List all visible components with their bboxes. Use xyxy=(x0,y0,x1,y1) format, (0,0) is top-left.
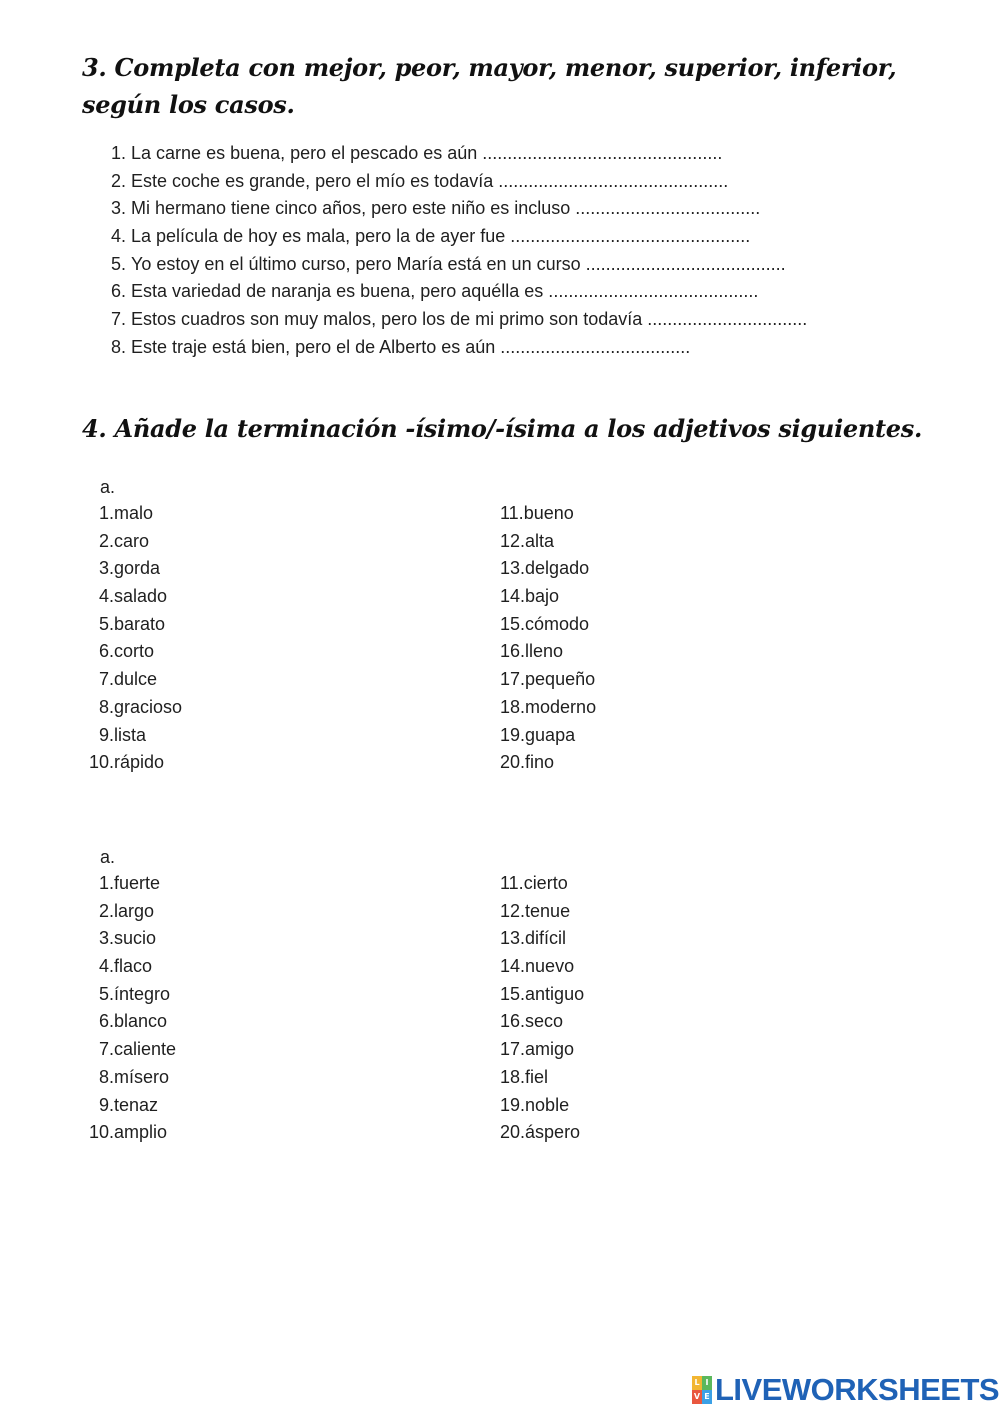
adjective: fiel xyxy=(525,1066,549,1087)
item-number: 3. xyxy=(98,928,114,949)
item-number: 5. xyxy=(110,253,126,274)
adjective: seco xyxy=(525,1011,564,1032)
item-number: 8. xyxy=(98,696,114,717)
adjective: gorda xyxy=(114,558,161,579)
group-a-label: a. xyxy=(100,477,116,497)
list-item xyxy=(80,925,176,953)
item-number: 4. xyxy=(98,586,114,607)
list-item xyxy=(80,1064,176,1092)
item-text: Mi hermano tiene cinco años, pero este niño es incluso ..................................... xyxy=(131,198,761,219)
item-number: 2. xyxy=(98,530,114,551)
item-number: 3. xyxy=(110,198,126,219)
adjective: rápido xyxy=(114,752,165,773)
list-item xyxy=(80,1092,176,1120)
adjective: pequeño xyxy=(525,669,596,690)
list-item xyxy=(500,898,584,926)
item-number: 6. xyxy=(110,281,126,302)
list-item xyxy=(80,666,182,694)
adjective: íntegro xyxy=(114,983,171,1004)
adjective: flaco xyxy=(114,956,153,977)
list-item xyxy=(500,666,596,694)
adjective: mísero xyxy=(114,1066,170,1087)
adjective: sucio xyxy=(114,928,157,949)
list-item xyxy=(500,694,596,722)
item-number: 19. xyxy=(500,724,526,745)
adjective: gracioso xyxy=(114,696,183,717)
liveworksheets-logo-icon xyxy=(692,1376,712,1404)
item-number: 1. xyxy=(98,873,114,893)
list-item xyxy=(80,555,182,583)
item-number: 1. xyxy=(110,143,126,163)
item-number: 9. xyxy=(98,724,114,745)
logo-tile-e: E xyxy=(702,1390,712,1404)
list-item xyxy=(500,953,584,981)
adjective: nuevo xyxy=(525,956,575,977)
item-number: 2. xyxy=(98,900,114,921)
logo-text: LIVEWORKSHEETS xyxy=(715,1372,1000,1407)
group-a-right-list xyxy=(500,500,596,777)
adjective: amigo xyxy=(525,1039,575,1060)
exercise-4-title: 4. Añade la terminación -ísimo/-ísima a los adjetivos siguientes. xyxy=(82,414,923,443)
list-item xyxy=(100,278,807,306)
adjective: corto xyxy=(114,641,155,662)
item-number: 17. xyxy=(500,669,526,690)
list-item xyxy=(100,223,807,251)
item-number: 7. xyxy=(98,669,114,690)
list-item xyxy=(80,749,182,777)
item-number: 11. xyxy=(500,503,524,523)
list-item xyxy=(80,953,176,981)
list-item xyxy=(500,1036,584,1064)
list-item xyxy=(500,749,596,777)
adjective: caro xyxy=(114,530,150,551)
exercise-3-list xyxy=(100,140,807,362)
item-text: Yo estoy en el último curso, pero María está en un curso ........................................ xyxy=(131,253,786,274)
list-item xyxy=(500,583,596,611)
adjective: noble xyxy=(525,1094,570,1115)
adjective: largo xyxy=(114,900,155,921)
adjective: difícil xyxy=(525,928,567,949)
list-item xyxy=(500,981,584,1009)
item-number: 20. xyxy=(500,752,526,773)
item-number: 15. xyxy=(500,983,526,1004)
item-number: 16. xyxy=(500,641,526,662)
list-item xyxy=(80,528,182,556)
adjective: bueno xyxy=(523,503,574,523)
group-b-right-list xyxy=(500,870,584,1147)
adjective: salado xyxy=(114,586,168,607)
item-number: 10. xyxy=(88,752,114,773)
item-text: Estos cuadros son muy malos, pero los de mi primo son todavía ................................ xyxy=(131,309,808,330)
adjective: antiguo xyxy=(525,983,585,1004)
logo-tile-v: V xyxy=(692,1390,702,1404)
item-number: 6. xyxy=(98,1011,114,1032)
item-number: 7. xyxy=(98,1039,114,1060)
item-number: 18. xyxy=(500,1066,526,1087)
item-number: 1. xyxy=(98,503,114,523)
adjective: blanco xyxy=(114,1011,168,1032)
list-item xyxy=(80,981,176,1009)
list-item xyxy=(100,195,807,223)
item-text: Este coche es grande, pero el mío es todavía .............................................. xyxy=(131,170,729,191)
logo-tile-l: L xyxy=(692,1376,702,1390)
list-item xyxy=(80,1008,176,1036)
list-item xyxy=(500,555,596,583)
list-item xyxy=(80,722,182,750)
list-item xyxy=(80,870,176,898)
list-item xyxy=(100,334,807,362)
item-number: 6. xyxy=(98,641,114,662)
adjective: dulce xyxy=(114,669,158,690)
list-item xyxy=(80,583,182,611)
list-item xyxy=(500,638,596,666)
list-item xyxy=(100,168,807,196)
list-item xyxy=(100,251,807,279)
list-item xyxy=(500,925,584,953)
item-number: 2. xyxy=(110,170,126,191)
item-number: 11. xyxy=(500,873,524,893)
item-number: 20. xyxy=(500,1122,526,1143)
list-item xyxy=(80,611,182,639)
adjective: malo xyxy=(114,503,154,523)
item-number: 9. xyxy=(98,1094,114,1115)
adjective: barato xyxy=(114,613,166,634)
adjective: caliente xyxy=(114,1039,177,1060)
list-item xyxy=(80,1119,176,1147)
list-item xyxy=(500,1008,584,1036)
list-item xyxy=(500,870,584,898)
group-b-label: a. xyxy=(100,847,116,867)
item-text: La carne es buena, pero el pescado es aún ................................................ xyxy=(131,143,723,163)
exercise-3-title: 3. Completa con mejor, peor, mayor, menor, superior, inferior, según los casos. xyxy=(82,53,897,119)
item-text: Este traje está bien, pero el de Alberto es aún ...................................... xyxy=(131,336,691,357)
list-item xyxy=(500,722,596,750)
adjective: alta xyxy=(525,530,555,551)
list-item xyxy=(500,1064,584,1092)
list-item xyxy=(500,611,596,639)
item-number: 5. xyxy=(98,613,114,634)
group-b-left-list xyxy=(80,870,176,1147)
list-item xyxy=(100,306,807,334)
adjective: cómodo xyxy=(525,613,590,634)
item-number: 19. xyxy=(500,1094,526,1115)
item-number: 8. xyxy=(98,1066,114,1087)
item-number: 12. xyxy=(500,530,526,551)
list-item xyxy=(500,1119,584,1147)
list-item xyxy=(500,528,596,556)
item-text: La película de hoy es mala, pero la de ayer fue ................................................ xyxy=(131,226,751,247)
list-item xyxy=(500,500,596,528)
adjective: delgado xyxy=(525,558,590,579)
list-item xyxy=(80,638,182,666)
liveworksheets-logo[interactable] xyxy=(692,1373,999,1407)
adjective: tenaz xyxy=(114,1094,159,1115)
item-text: Esta variedad de naranja es buena, pero aquélla es .......................................... xyxy=(131,281,759,302)
list-item xyxy=(80,898,176,926)
adjective: fuerte xyxy=(114,873,161,893)
adjective: amplio xyxy=(114,1122,168,1143)
item-number: 12. xyxy=(500,900,526,921)
item-number: 16. xyxy=(500,1011,526,1032)
item-number: 14. xyxy=(500,586,526,607)
adjective: lleno xyxy=(525,641,564,662)
adjective: áspero xyxy=(525,1122,581,1143)
adjective: lista xyxy=(114,724,147,745)
item-number: 7. xyxy=(110,309,126,330)
list-item xyxy=(500,1092,584,1120)
item-number: 5. xyxy=(98,983,114,1004)
list-item xyxy=(80,694,182,722)
item-number: 4. xyxy=(110,226,126,247)
adjective: fino xyxy=(525,752,555,773)
adjective: tenue xyxy=(525,900,571,921)
item-number: 10. xyxy=(88,1122,114,1143)
item-number: 13. xyxy=(500,928,526,949)
group-a-left-list xyxy=(80,500,182,777)
adjective: cierto xyxy=(523,873,568,893)
logo-tile-i: I xyxy=(702,1376,712,1390)
item-number: 17. xyxy=(500,1039,526,1060)
item-number: 14. xyxy=(500,956,526,977)
adjective: moderno xyxy=(525,696,597,717)
adjective: bajo xyxy=(525,586,560,607)
list-item xyxy=(100,140,807,168)
item-number: 8. xyxy=(110,336,126,357)
item-number: 3. xyxy=(98,558,114,579)
item-number: 15. xyxy=(500,613,526,634)
adjective: guapa xyxy=(525,724,576,745)
item-number: 4. xyxy=(98,956,114,977)
list-item xyxy=(80,1036,176,1064)
item-number: 13. xyxy=(500,558,526,579)
list-item xyxy=(80,500,182,528)
item-number: 18. xyxy=(500,696,526,717)
